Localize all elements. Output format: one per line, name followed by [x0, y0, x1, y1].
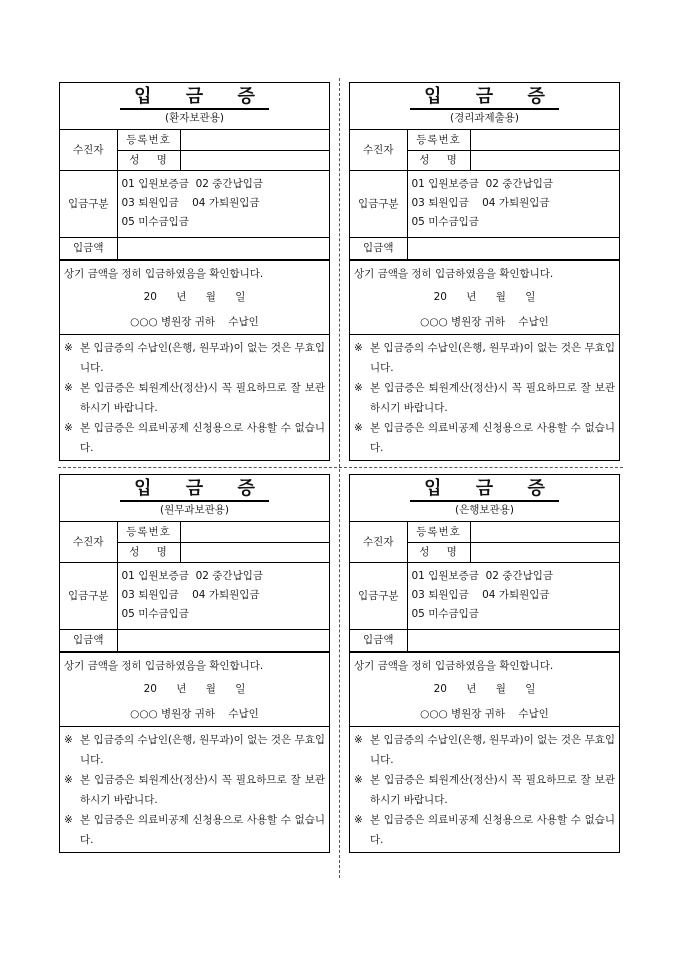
confirm-text: 상기 금액을 정히 입금하였음을 확인합니다. — [354, 659, 554, 672]
note-mark: ※ — [354, 773, 363, 786]
amount-field[interactable] — [117, 629, 329, 651]
option-line-2: 03 퇴원입금 04 가퇴원입금 — [121, 197, 260, 209]
note-text: 본 입금증은 의료비공제 신청용으로 사용할 수 없습니다. — [370, 813, 615, 846]
name-field[interactable] — [180, 150, 329, 170]
note-item — [354, 418, 615, 458]
receipt-header — [350, 475, 619, 522]
name-field[interactable] — [180, 542, 329, 562]
signature-line: ○○○ 병원장 귀하 수납인 — [420, 315, 549, 328]
note-item — [64, 378, 325, 418]
option-line-1: 01 입원보증금 02 중간납입금 — [121, 178, 264, 190]
receipt-table — [60, 522, 329, 652]
note-text: 본 입금증은 퇴원계산(정산)시 꼭 필요하므로 잘 보관하시기 바랍니다. — [370, 381, 615, 414]
reg-no-label: 등록번호 — [117, 522, 180, 542]
signature-line: ○○○ 병원장 귀하 수납인 — [420, 707, 549, 720]
confirm-text: 상기 금액을 정히 입금하였음을 확인합니다. — [354, 267, 554, 280]
note-text: 본 입금증은 퇴원계산(정산)시 꼭 필요하므로 잘 보관하시기 바랍니다. — [80, 381, 325, 414]
note-mark: ※ — [64, 733, 73, 746]
payer-label: 수진자 — [350, 130, 407, 170]
note-mark: ※ — [64, 421, 73, 434]
name-label: 성 명 — [407, 542, 470, 562]
note-item — [354, 730, 615, 770]
note-item — [64, 338, 325, 378]
note-item — [354, 810, 615, 850]
note-text: 본 입금증의 수납인(은행, 원무과)이 없는 것은 무효입니다. — [80, 341, 325, 374]
receipt-bank-copy — [349, 474, 620, 853]
reg-no-field[interactable] — [470, 522, 619, 542]
confirmation-block — [350, 652, 619, 726]
amount-field[interactable] — [407, 629, 619, 651]
date-line: 20 년 월 일 — [433, 682, 536, 695]
signature-line: ○○○ 병원장 귀하 수납인 — [130, 315, 259, 328]
amount-label: 입금액 — [60, 237, 117, 259]
note-mark: ※ — [64, 381, 73, 394]
option-line-1: 01 입원보증금 02 중간납입금 — [121, 570, 264, 582]
option-line-1: 01 입원보증금 02 중간납입금 — [411, 178, 554, 190]
type-label: 입금구분 — [60, 562, 117, 629]
note-text: 본 입금증의 수납인(은행, 원무과)이 없는 것은 무효입니다. — [370, 341, 615, 374]
option-line-2: 03 퇴원입금 04 가퇴원입금 — [411, 197, 550, 209]
reg-no-field[interactable] — [470, 130, 619, 150]
amount-field[interactable] — [117, 237, 329, 259]
note-item — [64, 730, 325, 770]
note-text: 본 입금증은 퇴원계산(정산)시 꼭 필요하므로 잘 보관하시기 바랍니다. — [370, 773, 615, 806]
option-line-3: 05 미수금입금 — [121, 608, 189, 620]
receipt-table — [350, 130, 619, 260]
amount-label: 입금액 — [350, 629, 407, 651]
type-options — [117, 170, 329, 237]
copy-label: (경리과제출용) — [449, 112, 520, 124]
note-item — [64, 418, 325, 458]
receipt-title: 입 금 증 — [410, 86, 559, 110]
notes-block — [60, 334, 329, 460]
note-text: 본 입금증은 의료비공제 신청용으로 사용할 수 없습니다. — [80, 421, 325, 454]
receipt-accounting-copy — [349, 82, 620, 461]
receipt-header — [350, 83, 619, 130]
amount-label: 입금액 — [350, 237, 407, 259]
note-item — [354, 378, 615, 418]
payer-label: 수진자 — [350, 522, 407, 562]
receipt-patient-copy — [59, 82, 330, 461]
note-item — [354, 770, 615, 810]
notes-block — [60, 726, 329, 852]
confirmation-block — [60, 652, 329, 726]
type-label: 입금구분 — [350, 170, 407, 237]
receipt-title: 입 금 증 — [120, 478, 269, 502]
option-line-2: 03 퇴원입금 04 가퇴원입금 — [411, 589, 550, 601]
receipt-header — [60, 83, 329, 130]
note-item — [64, 770, 325, 810]
date-line: 20 년 월 일 — [143, 682, 246, 695]
reg-no-field[interactable] — [180, 522, 329, 542]
note-text: 본 입금증은 의료비공제 신청용으로 사용할 수 없습니다. — [370, 421, 615, 454]
reg-no-label: 등록번호 — [407, 130, 470, 150]
note-text: 본 입금증은 의료비공제 신청용으로 사용할 수 없습니다. — [80, 813, 325, 846]
name-label: 성 명 — [117, 150, 180, 170]
confirm-text: 상기 금액을 정히 입금하였음을 확인합니다. — [64, 659, 264, 672]
payer-label: 수진자 — [60, 522, 117, 562]
note-text: 본 입금증의 수납인(은행, 원무과)이 없는 것은 무효입니다. — [370, 733, 615, 766]
confirm-text: 상기 금액을 정히 입금하였음을 확인합니다. — [64, 267, 264, 280]
confirmation-block — [350, 260, 619, 334]
type-label: 입금구분 — [350, 562, 407, 629]
name-field[interactable] — [470, 542, 619, 562]
note-mark: ※ — [64, 813, 73, 826]
name-field[interactable] — [470, 150, 619, 170]
date-line: 20 년 월 일 — [143, 290, 246, 303]
reg-no-label: 등록번호 — [117, 130, 180, 150]
note-mark: ※ — [64, 773, 73, 786]
note-mark: ※ — [64, 341, 73, 354]
receipt-title: 입 금 증 — [120, 86, 269, 110]
notes-block — [350, 334, 619, 460]
name-label: 성 명 — [407, 150, 470, 170]
amount-label: 입금액 — [60, 629, 117, 651]
receipt-table — [350, 522, 619, 652]
signature-line: ○○○ 병원장 귀하 수납인 — [130, 707, 259, 720]
option-line-3: 05 미수금입금 — [411, 216, 479, 228]
note-item — [64, 810, 325, 850]
copy-label: (원무과보관용) — [159, 504, 230, 516]
reg-no-field[interactable] — [180, 130, 329, 150]
receipt-admin-copy — [59, 474, 330, 853]
note-mark: ※ — [354, 733, 363, 746]
note-text: 본 입금증은 퇴원계산(정산)시 꼭 필요하므로 잘 보관하시기 바랍니다. — [80, 773, 325, 806]
note-mark: ※ — [354, 813, 363, 826]
type-options — [407, 562, 619, 629]
horizontal-cut-line — [58, 467, 623, 468]
name-label: 성 명 — [117, 542, 180, 562]
note-item — [354, 338, 615, 378]
note-mark: ※ — [354, 341, 363, 354]
copy-label: (환자보관용) — [165, 112, 224, 124]
payer-label: 수진자 — [60, 130, 117, 170]
confirmation-block — [60, 260, 329, 334]
option-line-2: 03 퇴원입금 04 가퇴원입금 — [121, 589, 260, 601]
option-line-3: 05 미수금입금 — [121, 216, 189, 228]
type-options — [407, 170, 619, 237]
type-label: 입금구분 — [60, 170, 117, 237]
date-line: 20 년 월 일 — [433, 290, 536, 303]
receipt-title: 입 금 증 — [410, 478, 559, 502]
notes-block — [350, 726, 619, 852]
reg-no-label: 등록번호 — [407, 522, 470, 542]
amount-field[interactable] — [407, 237, 619, 259]
copy-label: (은행보관용) — [455, 504, 514, 516]
vertical-cut-line — [339, 78, 340, 878]
note-mark: ※ — [354, 381, 363, 394]
receipt-table — [60, 130, 329, 260]
option-line-3: 05 미수금입금 — [411, 608, 479, 620]
type-options — [117, 562, 329, 629]
receipt-header — [60, 475, 329, 522]
note-mark: ※ — [354, 421, 363, 434]
option-line-1: 01 입원보증금 02 중간납입금 — [411, 570, 554, 582]
note-text: 본 입금증의 수납인(은행, 원무과)이 없는 것은 무효입니다. — [80, 733, 325, 766]
